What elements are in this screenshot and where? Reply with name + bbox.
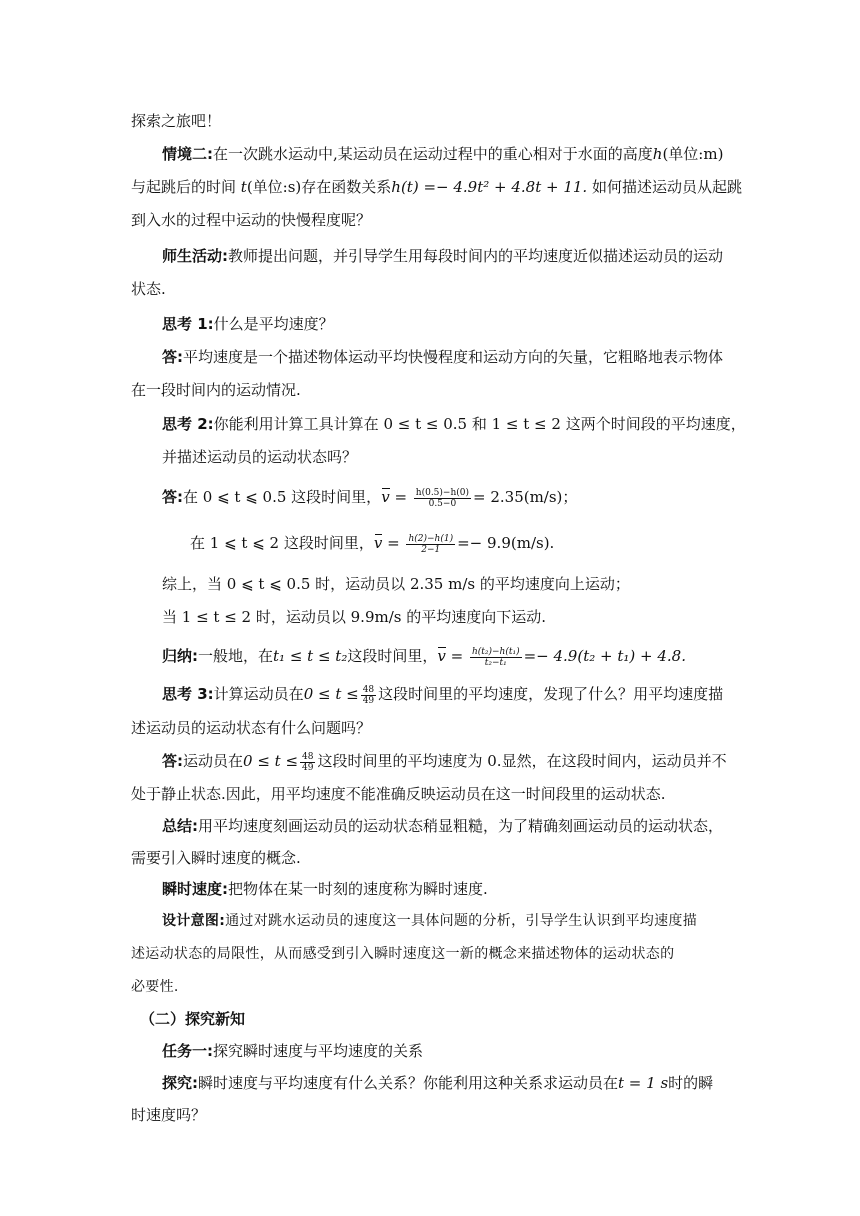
text: 并描述运动员的运动状态吗？ bbox=[162, 448, 358, 466]
text-line bbox=[131, 111, 221, 131]
text: 你能利用计算工具计算在 0 ≤ t ≤ 0.5 和 1 ≤ t ≤ 2 这两个时间段的平均速度， bbox=[213, 415, 746, 433]
denominator: t₂−t₁ bbox=[484, 657, 507, 668]
text: 瞬时速度与平均速度有什么关系？你能利用这种关系求运动员在 bbox=[198, 1074, 619, 1092]
question-2-line-2 bbox=[162, 447, 357, 467]
summary-line-2 bbox=[162, 607, 546, 627]
text: 状态. bbox=[131, 280, 166, 298]
denominator: 49 bbox=[302, 762, 314, 773]
text: (单位:s)存在函数关系 bbox=[246, 178, 392, 196]
activity-line-2 bbox=[131, 279, 166, 299]
text: 必要性. bbox=[131, 979, 179, 995]
denominator: 0.5−0 bbox=[428, 498, 457, 509]
math-formula: h(t) =− 4.9t² + 4.8t + 11. bbox=[391, 178, 588, 196]
question-label: 思考 1: bbox=[162, 315, 214, 333]
answer-3-line-2 bbox=[131, 784, 666, 804]
fraction bbox=[406, 534, 455, 555]
text: 运动员在 bbox=[183, 752, 244, 770]
text: 用平均速度刻画运动员的运动状态稍显粗糙，为了精确刻画运动员的运动状态， bbox=[198, 817, 724, 835]
answer-2-line-1: 答:在 0 ⩽ t ⩽ 0.5 这段时间里，v = $\frac{h(0.5)-h(0)}{0.5-0}$ = 2.35(m/s)； bbox=[162, 487, 578, 509]
question-2-line-1 bbox=[162, 414, 746, 434]
text: 这段时间里， bbox=[347, 647, 438, 665]
scenario-2-line-1 bbox=[162, 144, 723, 164]
text: 述运动状态的局限性，从而感受到引入瞬时速度这一新的概念来描述物体的运动状态的 bbox=[131, 946, 675, 962]
text: (单位:m) bbox=[662, 145, 724, 163]
vbar-symbol: v bbox=[437, 647, 446, 665]
text: 时速度吗？ bbox=[131, 1106, 207, 1124]
summary-line-1 bbox=[162, 574, 630, 594]
answer-1-line-1 bbox=[162, 347, 723, 367]
fraction bbox=[300, 752, 315, 773]
text: 在 1 ⩽ t ⩽ 2 这段时间里， bbox=[190, 534, 374, 552]
result: =− 9.9(m/s). bbox=[457, 534, 555, 552]
math-var: t bbox=[240, 178, 247, 196]
text: 什么是平均速度？ bbox=[213, 315, 334, 333]
math-var: h bbox=[652, 145, 663, 163]
vbar-symbol: v bbox=[373, 534, 383, 552]
text: 如何描述运动员从起跳 bbox=[592, 178, 743, 196]
text: 到入水的过程中运动的快慢程度呢？ bbox=[131, 211, 372, 229]
text: 与起跳后的时间 bbox=[131, 178, 237, 196]
answer-label: 答: bbox=[162, 348, 183, 366]
denominator: 49 bbox=[362, 695, 375, 706]
numerator: h(2)−h(1) bbox=[408, 533, 454, 544]
text: 这段时间里的平均速度为 0.显然，在这段时间内，运动员并不 bbox=[317, 752, 727, 770]
math-range: 0 ≤ t ≤ bbox=[303, 685, 359, 703]
result: =− 4.9(t₂ + t₁) + 4.8. bbox=[523, 647, 686, 665]
text: 在一段时间内的运动情况. bbox=[131, 381, 301, 399]
task-label: 任务一: bbox=[162, 1042, 213, 1060]
answer-3-line-1 bbox=[162, 751, 727, 773]
result: = 2.35(m/s)； bbox=[473, 488, 578, 506]
text: 探究瞬时速度与平均速度的关系 bbox=[213, 1042, 424, 1060]
question-1-line bbox=[162, 314, 334, 334]
math-range: t₁ ≤ t ≤ t₂ bbox=[273, 647, 348, 665]
answer-label: 答: bbox=[162, 488, 183, 506]
induction-line: 归纳:一般地，在t₁ ≤ t ≤ t₂这段时间里，v = $\frac{\text{h(t₂)−h(t₁)}}{\text{t₂−t₁}}$ =− 4.9(t₂ + t₁) + 4.8. bbox=[162, 646, 686, 668]
text: 处于静止状态.因此，用平均速度不能准确反映运动员在这一时间段里的运动状态. bbox=[131, 785, 666, 803]
numerator: 48 bbox=[302, 751, 314, 762]
answer-label: 答: bbox=[162, 752, 183, 770]
numerator: h(t₂)−h(t₁) bbox=[471, 646, 520, 657]
text: 当 1 ≤ t ≤ 2 时，运动员以 9.9m/s 的平均速度向下运动. bbox=[162, 608, 546, 626]
design-intent-line-1 bbox=[162, 911, 697, 931]
text: 通过对跳水运动员的速度这一具体问题的分析，引导学生认识到平均速度描 bbox=[225, 913, 698, 929]
conclusion-line-1 bbox=[162, 816, 723, 836]
scenario-2-line-2 bbox=[131, 177, 742, 197]
question-3-line-1 bbox=[162, 684, 723, 706]
question-label: 思考 3: bbox=[162, 685, 214, 703]
scenario-2-line-3 bbox=[131, 210, 371, 230]
text: 平均速度是一个描述物体运动平均快慢程度和运动方向的矢量，它粗略地表示物体 bbox=[183, 348, 724, 366]
math-range: 0 ≤ t ≤ bbox=[243, 752, 299, 770]
explore-line-1 bbox=[162, 1073, 713, 1093]
text: 探索之旅吧！ bbox=[131, 112, 222, 130]
definition-label: 瞬时速度: bbox=[162, 880, 228, 898]
text: 在 0 ⩽ t ⩽ 0.5 这段时间里， bbox=[183, 488, 382, 506]
text: 述运动员的运动状态有什么问题吗？ bbox=[131, 719, 372, 737]
text: 这段时间里的平均速度，发现了什么？用平均速度描 bbox=[378, 685, 724, 703]
text: 时的瞬 bbox=[668, 1074, 714, 1092]
math-expression: t = 1 s bbox=[618, 1074, 669, 1092]
fraction bbox=[414, 488, 471, 509]
answer-2-line-2: 在 1 ⩽ t ⩽ 2 这段时间里，v = $\frac{h(2)-h(1)}{2-1}$ =− 9.9(m/s). bbox=[190, 533, 555, 555]
text: 在一次跳水运动中,某运动员在运动过程中的重心相对于水面的高度 bbox=[213, 145, 653, 163]
numerator: h(0.5)−h(0) bbox=[415, 487, 469, 498]
conclusion-label: 总结: bbox=[162, 817, 198, 835]
task-1-line bbox=[162, 1041, 423, 1061]
question-3-line-2 bbox=[131, 718, 371, 738]
denominator: 2−1 bbox=[421, 544, 441, 555]
text: 计算运动员在 bbox=[213, 685, 304, 703]
instant-velocity-line bbox=[162, 879, 488, 899]
scenario-label: 情境二: bbox=[162, 145, 213, 163]
section-heading bbox=[140, 1009, 245, 1029]
fraction bbox=[470, 647, 522, 668]
design-intent-line-3 bbox=[131, 977, 179, 997]
text: 把物体在某一时刻的速度称为瞬时速度. bbox=[228, 880, 488, 898]
conclusion-line-2 bbox=[131, 848, 301, 868]
text: 综上，当 0 ⩽ t ⩽ 0.5 时，运动员以 2.35 m/s 的平均速度向上运动； bbox=[162, 575, 630, 593]
text: 需要引入瞬时速度的概念. bbox=[131, 849, 301, 867]
question-label: 思考 2: bbox=[162, 415, 214, 433]
activity-line-1 bbox=[162, 246, 723, 266]
design-intent-line-2 bbox=[131, 944, 674, 964]
answer-1-line-2 bbox=[131, 380, 301, 400]
fraction bbox=[361, 685, 376, 706]
explore-line-2 bbox=[131, 1105, 206, 1125]
heading-text: （二）探究新知 bbox=[140, 1010, 246, 1028]
activity-label: 师生活动: bbox=[162, 247, 228, 265]
text: 教师提出问题，并引导学生用每段时间内的平均速度近似描述运动员的运动 bbox=[228, 247, 724, 265]
numerator: 48 bbox=[362, 684, 375, 695]
vbar-symbol: v bbox=[381, 488, 390, 506]
induction-label: 归纳: bbox=[162, 647, 198, 665]
design-intent-label: 设计意图: bbox=[162, 913, 226, 929]
explore-label: 探究: bbox=[162, 1074, 198, 1092]
text: 一般地，在 bbox=[198, 647, 274, 665]
